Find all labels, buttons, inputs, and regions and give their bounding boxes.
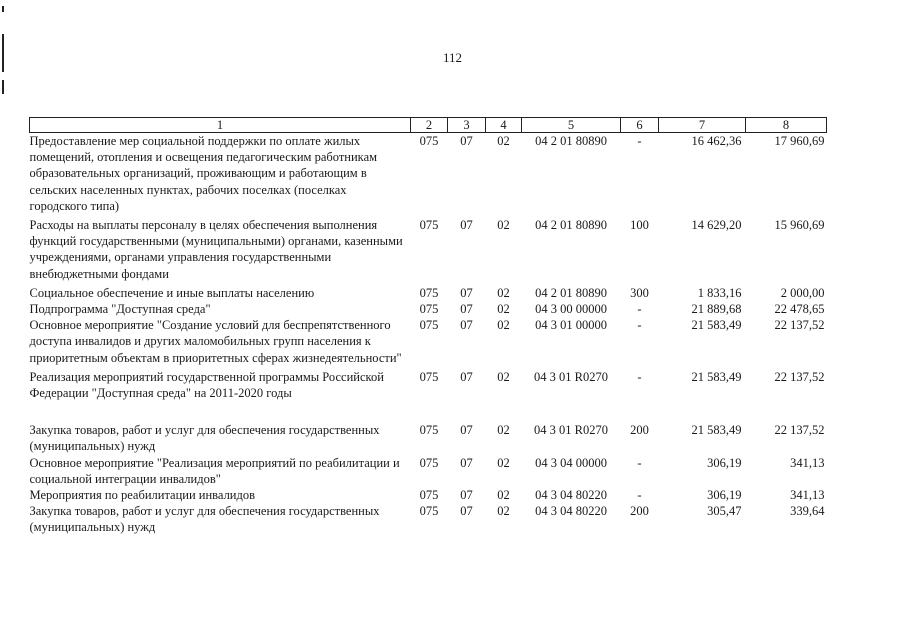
cell-amount-year1: 306,19 <box>707 455 742 470</box>
column-header: 7 <box>659 118 746 133</box>
cell-subsection: 02 <box>497 134 510 148</box>
scan-edge-mark <box>2 6 4 12</box>
cell-target-article: 04 3 04 80220 <box>535 488 607 503</box>
column-header: 2 <box>411 118 448 133</box>
table-row <box>30 217 827 285</box>
cell-subsection: 02 <box>497 504 510 519</box>
cell-subsection: 02 <box>497 318 510 333</box>
cell-target-article: 04 3 04 00000 <box>535 455 607 470</box>
cell-subsection: 02 <box>497 218 510 233</box>
cell-target-article: 04 2 01 80890 <box>535 134 607 148</box>
cell-target-article: 04 3 01 00000 <box>535 318 607 333</box>
cell-amount-year2: 341,13 <box>790 488 825 503</box>
cell-admin-code: 075 <box>419 488 439 503</box>
cell-admin-code: 075 <box>419 423 439 438</box>
column-header: 5 <box>522 118 621 133</box>
cell-amount-year2: 22 137,52 <box>774 318 825 333</box>
cell-amount-year2: 341,13 <box>790 455 825 470</box>
cell-amount-year1: 14 629,20 <box>691 218 742 233</box>
cell-amount-year2: 339,64 <box>790 504 825 519</box>
cell-subsection: 02 <box>497 369 510 384</box>
cell-expense-type: - <box>637 488 642 503</box>
cell-expense-type: - <box>637 455 642 470</box>
cell-section: 07 <box>460 423 473 438</box>
row-name: Закупка товаров, работ и услуг для обеспечения государственных (муниципальных) нужд <box>29 423 380 454</box>
table-row <box>30 369 827 422</box>
cell-amount-year1: 21 583,49 <box>691 423 742 438</box>
cell-amount-year2: 22 137,52 <box>774 369 825 384</box>
cell-expense-type: - <box>637 302 642 317</box>
budget-table <box>29 117 827 536</box>
column-header: 8 <box>746 118 827 133</box>
cell-target-article: 04 3 01 R0270 <box>534 369 608 384</box>
cell-amount-year2: 15 960,69 <box>774 218 825 233</box>
column-header: 4 <box>486 118 522 133</box>
column-header: 1 <box>30 118 411 133</box>
cell-admin-code: 075 <box>419 285 439 300</box>
cell-amount-year1: 21 583,49 <box>691 369 742 384</box>
cell-section: 07 <box>460 455 473 470</box>
cell-expense-type: 300 <box>630 285 649 300</box>
cell-admin-code: 075 <box>419 455 439 470</box>
table-row <box>30 455 827 487</box>
page-number: 112 <box>442 50 463 65</box>
cell-amount-year1: 21 583,49 <box>691 318 742 333</box>
row-name: Расходы на выплаты персоналу в целях обеспечения выполнения функций государственными (муниципальными) органами, казенными учреждениями, органами управления государственными внебюджетными фондами <box>29 218 403 281</box>
cell-amount-year1: 21 889,68 <box>691 302 742 317</box>
cell-expense-type: 100 <box>630 218 649 233</box>
table-header-row <box>30 118 827 133</box>
table-row <box>30 133 827 218</box>
cell-amount-year2: 17 960,69 <box>774 134 825 148</box>
cell-target-article: 04 3 04 80220 <box>535 504 607 519</box>
cell-expense-type: - <box>637 318 642 333</box>
cell-section: 07 <box>460 285 473 300</box>
cell-subsection: 02 <box>497 423 510 438</box>
row-name: Предоставление мер социальной поддержки по оплате жилых помещений, отопления и освещения педагогическим работникам образовательных организаций, проживающим и работающим в сельских населенных пунктах, рабочих поселках (поселках городского типа) <box>29 134 378 213</box>
cell-subsection: 02 <box>497 285 510 300</box>
cell-amount-year1: 305,47 <box>707 504 742 519</box>
cell-target-article: 04 3 01 R0270 <box>534 423 608 438</box>
cell-section: 07 <box>460 318 473 333</box>
row-name: Реализация мероприятий государственной программы Российской Федерации "Доступная среда" на 2011-2020 годы <box>29 369 384 401</box>
cell-amount-year1: 306,19 <box>707 488 742 503</box>
row-name: Закупка товаров, работ и услуг для обеспечения государственных (муниципальных) нужд <box>29 504 380 535</box>
cell-amount-year2: 22 478,65 <box>774 302 825 317</box>
column-header: 3 <box>448 118 486 133</box>
cell-admin-code: 075 <box>419 504 439 519</box>
scan-edge-mark <box>2 80 4 94</box>
table-row <box>30 422 827 454</box>
cell-subsection: 02 <box>497 302 510 317</box>
row-name: Основное мероприятие "Реализация мероприятий по реабилитации и социальной интеграции инвалидов" <box>29 455 400 486</box>
cell-section: 07 <box>460 488 473 503</box>
cell-expense-type: 200 <box>630 504 649 519</box>
table-row <box>30 503 827 535</box>
cell-amount-year1: 1 833,16 <box>697 285 742 300</box>
row-name: Социальное обеспечение и иные выплаты населению <box>29 285 315 300</box>
cell-subsection: 02 <box>497 488 510 503</box>
cell-section: 07 <box>460 504 473 519</box>
cell-amount-year1: 16 462,36 <box>691 134 742 148</box>
cell-amount-year2: 2 000,00 <box>780 285 825 300</box>
cell-admin-code: 075 <box>419 369 439 384</box>
row-name: Мероприятия по реабилитации инвалидов <box>29 488 256 503</box>
cell-admin-code: 075 <box>419 318 439 333</box>
table-row <box>30 317 827 369</box>
cell-target-article: 04 3 00 00000 <box>535 302 607 317</box>
cell-expense-type: - <box>637 369 642 384</box>
table-row <box>30 487 827 503</box>
cell-section: 07 <box>460 302 473 317</box>
cell-section: 07 <box>460 134 473 148</box>
cell-admin-code: 075 <box>419 218 439 233</box>
cell-amount-year2: 22 137,52 <box>774 423 825 438</box>
table-row <box>30 285 827 301</box>
cell-target-article: 04 2 01 80890 <box>535 218 607 233</box>
column-header: 6 <box>621 118 659 133</box>
cell-expense-type: - <box>637 134 642 148</box>
table-row <box>30 301 827 317</box>
cell-section: 07 <box>460 369 473 384</box>
cell-admin-code: 075 <box>419 302 439 317</box>
cell-expense-type: 200 <box>630 423 649 438</box>
cell-section: 07 <box>460 218 473 233</box>
row-name: Основное мероприятие "Создание условий для беспрепятственного доступа инвалидов и других маломобильных групп населения к приоритетным объектам в приоритетных сферах жизнедеятельности" <box>29 318 402 365</box>
cell-admin-code: 075 <box>419 134 439 148</box>
cell-subsection: 02 <box>497 455 510 470</box>
row-name: Подпрограмма "Доступная среда" <box>29 302 211 317</box>
cell-target-article: 04 2 01 80890 <box>535 285 607 300</box>
